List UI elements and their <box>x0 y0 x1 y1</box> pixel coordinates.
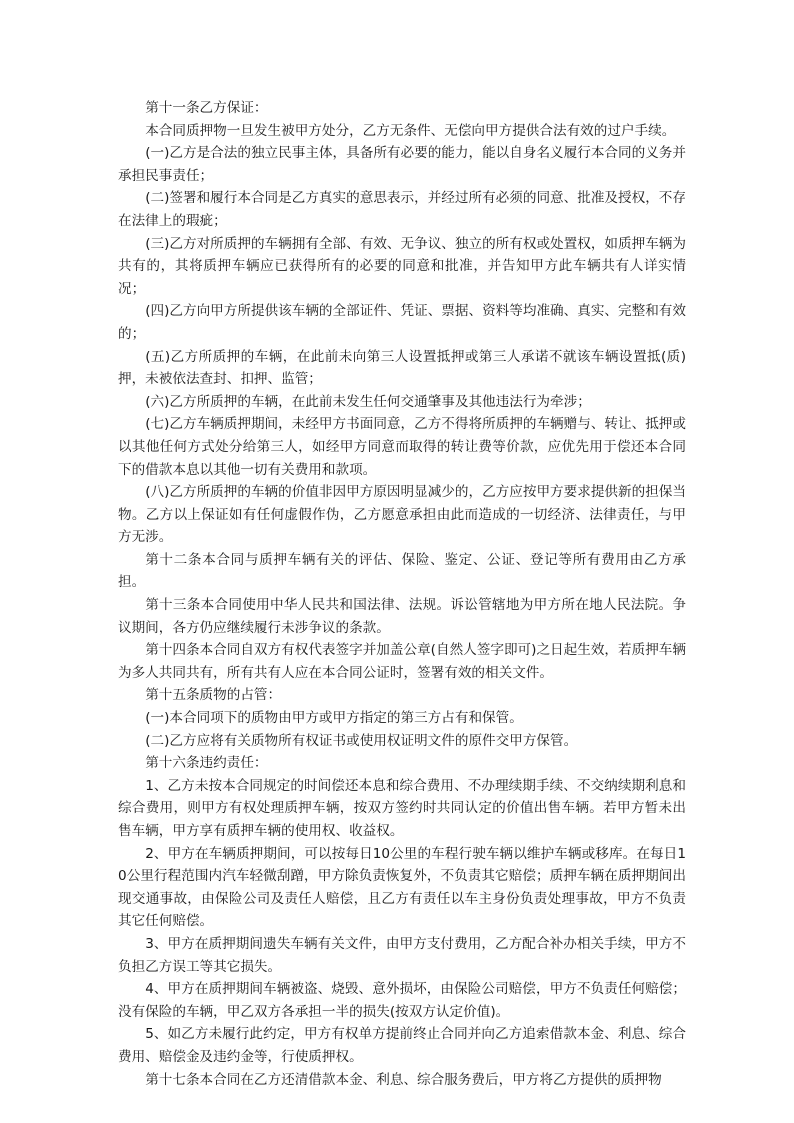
paragraph: 1、乙方未按本合同规定的时间偿还本息和综合费用、不办理续期手续、不交纳续期利息和综合费用，则甲方有权处理质押车辆，按双方签约时共同认定的价值出售车辆。若甲方暂未出售车辆，甲方享有质押车辆的使用权、收益权。 <box>118 777 686 839</box>
paragraph: 2、甲方在车辆质押期间，可以按每日10公里的车程行驶车辆以维护车辆或移库。在每日10公里行程范围内汽车轻微刮蹭，甲方除负责恢复外，不负责其它赔偿；质押车辆在质押期间出现交通事故，由保险公司及责任人赔偿，且乙方有责任以车主身份负责处理事故，甲方不负责其它任何赔偿。 <box>118 845 686 930</box>
paragraph: 第十三条本合同使用中华人民共和国法律、法规。诉讼管辖地为甲方所在地人民法院。争议期间，各方仍应继续履行未涉争议的条款。 <box>118 597 686 636</box>
paragraph: (一)本合同项下的质物由甲方或甲方指定的第三方占有和保管。 <box>145 710 523 727</box>
paragraph: (四)乙方向甲方所提供该车辆的全部证件、凭证、票据、资料等均准确、真实、完整和有效的； <box>118 303 686 342</box>
paragraph: (一)乙方是合法的独立民事主体，具备所有必要的能力，能以自身名义履行本合同的义务并承担民事责任； <box>118 145 686 184</box>
paragraph: (三)乙方对所质押的车辆拥有全部、有效、无争议、独立的所有权或处置权，如质押车辆为共有的，其将质押车辆应已获得所有的必要的同意和批准，并告知甲方此车辆共有人详实情况； <box>118 235 686 297</box>
paragraph: (六)乙方所质押的车辆，在此前未发生任何交通肇事及其他违法行为牵涉； <box>145 393 591 410</box>
paragraph: 第十六条违约责任： <box>145 755 268 772</box>
paragraph: 第十一条乙方保证： <box>145 100 268 116</box>
paragraph: 第十四条本合同自双方有权代表签字并加盖公章(自然人签字即可)之日起生效，若质押车辆为多人共同共有，所有共有人应在本合同公证时，签署有效的相关文件。 <box>118 642 686 681</box>
paragraph: (七)乙方车辆质押期间，未经甲方书面同意，乙方不得将所质押的车辆赠与、转让、抵押或以其他任何方式处分给第三人，如经甲方同意而取得的转让费等价款，应优先用于偿还本合同下的借款本息以其他一切有关费用和款项。 <box>118 416 686 478</box>
paragraph: 本合同质押物一旦发生被甲方处分，乙方无条件、无偿向甲方提供合法有效的过户手续。 <box>145 122 676 139</box>
paragraph: 第十五条质物的占管： <box>145 687 282 704</box>
contract-document <box>118 97 686 1091</box>
paragraph: (二)乙方应将有关质物所有权证书或使用权证明文件的原件交甲方保管。 <box>145 732 578 749</box>
paragraph: 3、甲方在质押期间遗失车辆有关文件，由甲方支付费用，乙方配合补办相关手续，甲方不负担乙方误工等其它损失。 <box>118 935 686 975</box>
paragraph: (五)乙方所质押的车辆，在此前未向第三人设置抵押或第三人承诺不就该车辆设置抵(质)押，未被依法查封、扣押、监管； <box>118 348 686 388</box>
paragraph: 第十七条本合同在乙方还清借款本金、利息、综合服务费后，甲方将乙方提供的质押物 <box>145 1071 662 1088</box>
paragraph: (八)乙方所质押的车辆的价值非因甲方原因明显减少的，乙方应按甲方要求提供新的担保当物。乙方以上保证如有任何虚假作伪，乙方愿意承担由此而造成的一切经济、法律责任，与甲方无涉。 <box>118 484 686 546</box>
paragraph: 第十二条本合同与质押车辆有关的评估、保险、鉴定、公证、登记等所有费用由乙方承担。 <box>118 551 686 591</box>
paragraph: (二)签署和履行本合同是乙方真实的意思表示，并经过所有必须的同意、批准及授权，不存在法律上的瑕疵； <box>118 190 686 229</box>
paragraph: 4、甲方在质押期间车辆被盗、烧毁、意外损坏，由保险公司赔偿，甲方不负责任何赔偿；没有保险的车辆，甲乙双方各承担一半的损失(按双方认定价值)。 <box>118 981 686 1020</box>
paragraph: 5、如乙方未履行此约定，甲方有权单方提前终止合同并向乙方追索借款本金、利息、综合费用、赔偿金及违约金等，行使质押权。 <box>118 1026 686 1065</box>
